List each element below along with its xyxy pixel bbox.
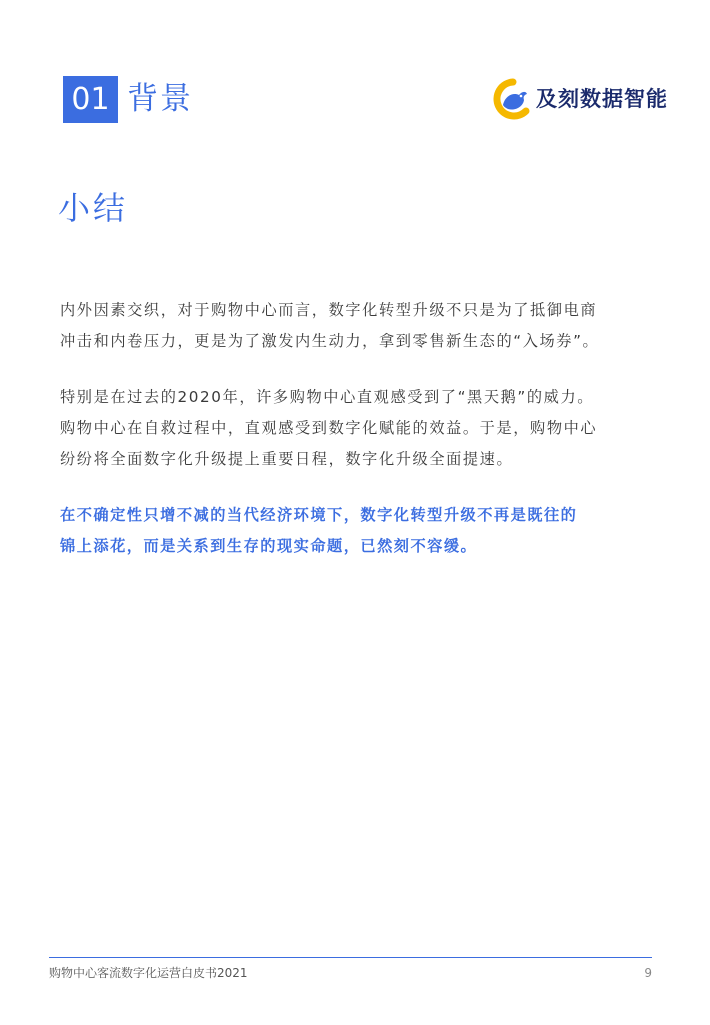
text-line: 购物中心在自救过程中，直观感受到数字化赋能的效益。于是，购物中心 bbox=[60, 419, 598, 437]
summary-paragraph-2 bbox=[60, 382, 660, 475]
brand-logo bbox=[491, 78, 681, 120]
text-line: 内外因素交织，对于购物中心而言，数字化转型升级不只是为了抵御电商 bbox=[60, 301, 598, 319]
summary-highlight bbox=[60, 500, 660, 562]
text-line: 在不确定性只增不减的当代经济环境下，数字化转型升级不再是既往的 bbox=[60, 506, 578, 524]
text-line: 纷纷将全面数字化升级提上重要日程，数字化升级全面提速。 bbox=[60, 450, 514, 468]
summary-heading: 小结 bbox=[58, 189, 129, 227]
section-number-badge: 01 bbox=[63, 76, 118, 123]
page-number: 9 bbox=[644, 966, 652, 980]
footer-divider bbox=[49, 957, 652, 958]
footer-document-title: 购物中心客流数字化运营白皮书2021 bbox=[49, 966, 248, 980]
text-line: 冲击和内卷压力，更是为了激发内生动力，拿到零售新生态的“入场券”。 bbox=[60, 332, 600, 350]
summary-paragraph-1 bbox=[60, 295, 660, 357]
section-title: 背景 bbox=[127, 81, 193, 117]
text-line: 特别是在过去的2020年，许多购物中心直观感受到了“黑天鹅”的威力。 bbox=[60, 388, 595, 406]
brand-name: 及刻数据智能 bbox=[536, 87, 668, 111]
text-line: 锦上添花，而是关系到生存的现实命题，已然刻不容缓。 bbox=[60, 537, 478, 555]
brand-logo-icon bbox=[491, 78, 531, 120]
